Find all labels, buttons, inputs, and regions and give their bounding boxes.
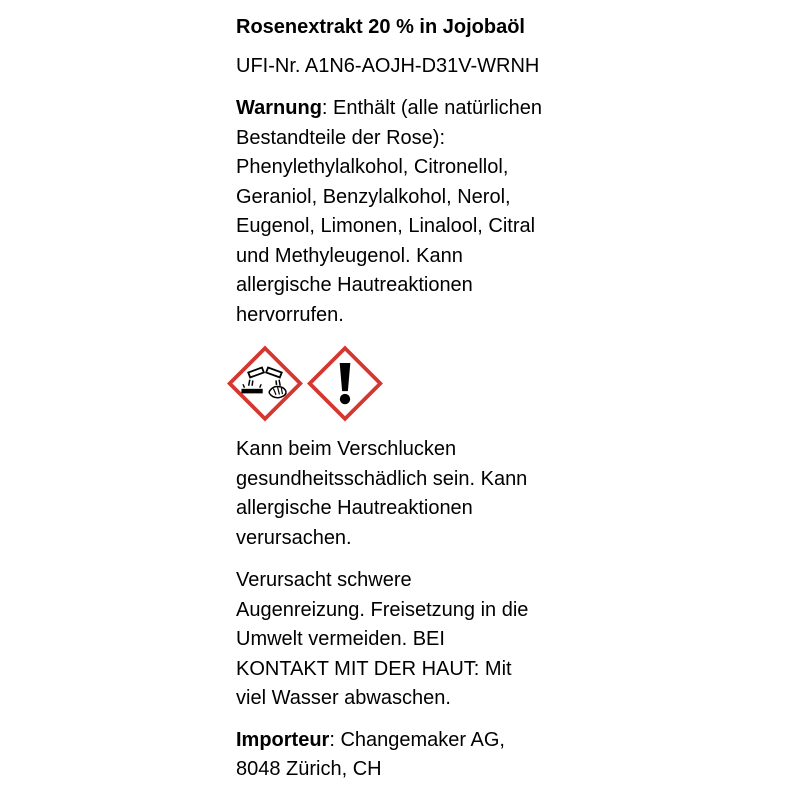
hazard-line: Kann beim Verschlucken	[236, 438, 457, 460]
warning-line-rest: : Enthält (alle natürlichen	[321, 97, 543, 119]
warning-line: und Methyleugenol. Kann	[236, 244, 463, 267]
hazard-line: gesundheitsschädlich sein. Kann	[236, 467, 528, 490]
warning-line: allergische Hautreaktionen	[236, 274, 473, 296]
hazard-statement-1	[236, 435, 586, 553]
hazard-line: verursachen.	[236, 526, 352, 549]
hazard-statement-2	[236, 566, 586, 714]
ghs07-exclamation-icon	[307, 345, 383, 422]
ghs05-corrosive-icon	[227, 345, 303, 422]
ufi-number: UFI-Nr. A1N6-AOJH-D31V-WRNH	[236, 54, 540, 77]
warning-keyword: Warnung	[236, 97, 322, 119]
warning-line: hervorrufen.	[236, 303, 344, 326]
product-title: Rosenextrakt 20 % in Jojobaöl	[236, 16, 525, 38]
hazard-line: KONTAKT MIT DER HAUT: Mit	[236, 657, 512, 680]
hazard-line: Umwelt vermeiden. BEI	[236, 628, 445, 650]
importer-paragraph	[236, 726, 586, 785]
warning-line: Eugenol, Limonen, Linalool, Citral	[236, 215, 536, 237]
hazard-line: allergische Hautreaktionen	[236, 497, 473, 519]
hazard-pictograms	[227, 345, 586, 422]
importer-keyword: Importeur	[236, 728, 330, 751]
warning-paragraph	[236, 94, 586, 330]
warning-line	[236, 94, 586, 124]
warning-line: Phenylethylalkohol, Citronellol,	[236, 156, 509, 178]
hazard-line: Augenreizung. Freisetzung in die	[236, 598, 529, 621]
importer-line-rest: : Changemaker AG,	[329, 728, 505, 751]
importer-address: 8048 Zürich, CH	[236, 758, 382, 780]
hazard-line: Verursacht schwere	[236, 569, 412, 591]
hazard-line: viel Wasser abwaschen.	[236, 687, 451, 709]
product-label	[236, 0, 586, 785]
warning-line: Bestandteile der Rose):	[236, 126, 446, 149]
warning-line: Geraniol, Benzylalkohol, Nerol,	[236, 185, 511, 208]
importer-line	[236, 726, 586, 756]
